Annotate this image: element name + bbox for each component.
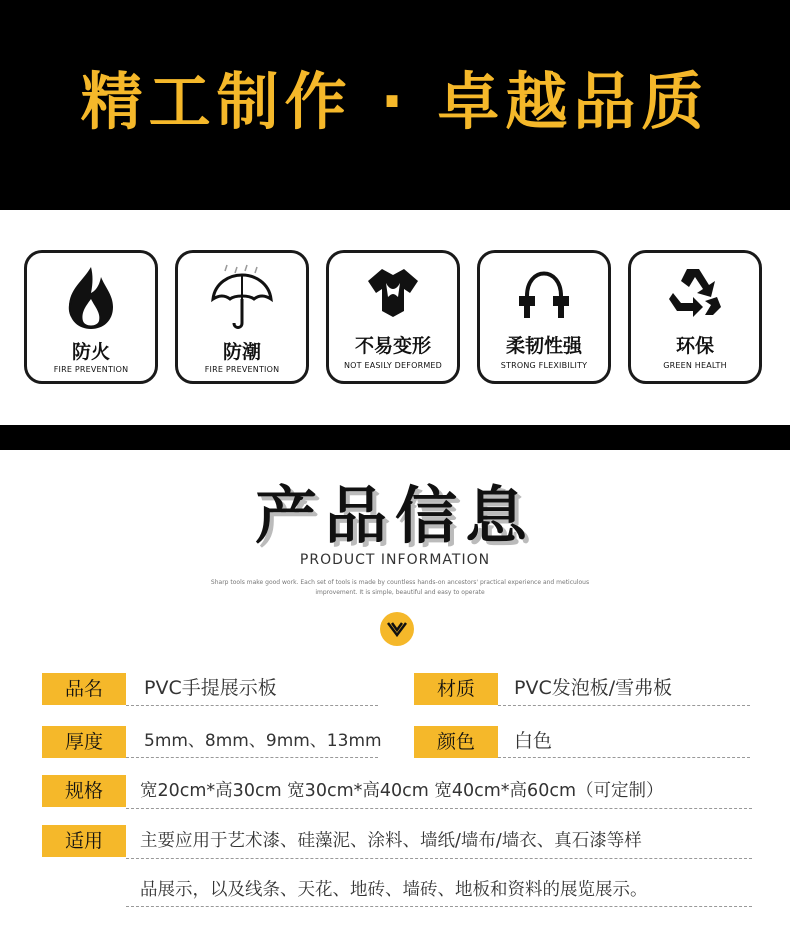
feature-card-flex	[477, 250, 611, 384]
feature-card-eco	[628, 250, 762, 384]
umbrella-icon	[178, 263, 306, 333]
feature-card-deform	[326, 250, 460, 384]
feature-label: 柔韧性强	[505, 335, 582, 357]
spec-label-thickness: 厚度	[42, 726, 126, 758]
feature-sublabel: GREEN HEALTH	[663, 361, 727, 370]
spec-value-material: PVC发泡板/雪弗板	[514, 677, 673, 699]
spec-label-name: 品名	[42, 673, 126, 705]
shirt-icon	[329, 257, 457, 327]
feature-card-fire	[24, 250, 158, 384]
chevron-down-icon	[380, 612, 414, 646]
divider	[126, 808, 752, 809]
divider	[126, 858, 752, 859]
spec-value-use: 主要应用于艺术漆、硅藻泥、涂料、墙纸/墙布/墙衣、真石漆等样	[140, 831, 642, 851]
feature-label: 不易变形	[354, 335, 431, 357]
spec-label-material: 材质	[414, 673, 498, 705]
feature-sublabel: FIRE PREVENTION	[204, 365, 280, 374]
spec-label-size: 规格	[42, 775, 126, 807]
feature-sublabel: FIRE PREVENTION	[53, 365, 129, 374]
section-subtitle: PRODUCT INFORMATION	[299, 552, 491, 568]
bend-icon	[480, 257, 608, 327]
divider	[498, 705, 750, 706]
feature-card-moisture	[175, 250, 309, 384]
spec-label-color: 颜色	[414, 726, 498, 758]
spec-label-use: 适用	[42, 825, 126, 857]
spec-value-thickness: 5mm、8mm、9mm、13mm	[144, 731, 382, 751]
top-banner	[0, 0, 790, 210]
spec-value-use-continued: 品展示，以及线条、天花、地砖、墙砖、地板和资料的展览展示。	[140, 880, 648, 900]
divider	[126, 705, 378, 706]
divider	[498, 757, 750, 758]
spec-value-size: 宽20cm*高30cm 宽30cm*高40cm 宽40cm*高60cm（可定制）	[140, 781, 664, 801]
spec-value-name: PVC手提展示板	[144, 677, 277, 699]
recycle-icon	[631, 257, 759, 327]
divider	[126, 906, 752, 907]
feature-label: 环保	[675, 335, 714, 357]
section-description: Sharp tools make good work. Each set of tools is made by countless hands-on ancestors' practical experience and meticulous improvement. It is simple, beautiful and easy to operate	[210, 579, 590, 596]
spec-value-color: 白色	[514, 730, 553, 752]
feature-row	[0, 250, 790, 390]
feature-sublabel: NOT EASILY DEFORMED	[343, 361, 443, 370]
divider-band	[0, 425, 790, 450]
feature-label: 防火	[71, 341, 110, 363]
flame-icon	[27, 263, 155, 333]
divider	[126, 757, 378, 758]
feature-label: 防潮	[222, 341, 261, 363]
feature-sublabel: STRONG FLEXIBILITY	[500, 361, 588, 370]
banner-title: 精工制作 · 卓越品质	[80, 65, 710, 138]
section-title: 产品信息	[254, 479, 535, 552]
